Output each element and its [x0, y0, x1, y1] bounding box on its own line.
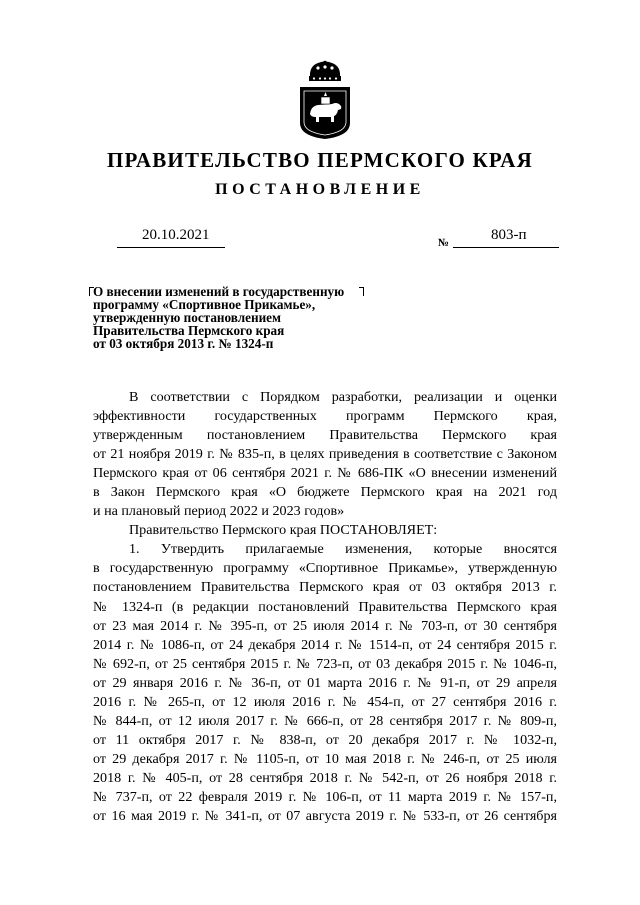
body-line: постановлением Правительства Пермского края от 03 октября 2013 г. [93, 579, 557, 596]
body-line: от 29 декабря 2017 г. № 1105-п, от 10 мая 2018 г. № 246-п, от 25 июля [93, 750, 557, 767]
date-underline [117, 247, 225, 248]
body-line: В соответствии с Порядком разработки, реализации и оценки [129, 389, 557, 405]
body-line: от 29 января 2016 г. № 36-п, от 01 марта 2016 г. № 91-п, от 29 апреля [93, 674, 557, 691]
body-line: в государственную программу «Спортивное Прикамье», утвержденную [93, 560, 557, 577]
coat-of-arms-icon [296, 60, 354, 140]
government-title: ПРАВИТЕЛЬСТВО ПЕРМСКОГО КРАЯ [106, 148, 533, 172]
subject-line: О внесении изменений в государственную [93, 284, 345, 299]
document-date: 20.10.2021 [142, 227, 210, 243]
body-line: 2016 г. № 265-п, от 12 июля 2016 г. № 454-п, от 27 сентября 2016 г. [93, 693, 557, 710]
body-line: 1. Утвердить прилагаемые изменения, которые вносятся [129, 541, 557, 558]
body-line: № 692-п, от 25 сентября 2015 г. № 723-п, от 03 декабря 2015 г. № 1046-п, [93, 655, 557, 672]
subject-line: от 03 октября 2013 г. № 1324-п [93, 336, 274, 351]
subject-corner-right [359, 287, 364, 296]
document-subject [93, 285, 344, 350]
subject-line: программу «Спортивное Прикамье», [93, 297, 316, 312]
document-body [93, 388, 557, 826]
body-line: от 21 ноября 2019 г. № 835-п, в целях приведения в соответствие с Законом [93, 446, 557, 463]
subject-line: Правительства Пермского края [93, 323, 285, 338]
body-line: № 737-п, от 22 февраля 2019 г. № 106-п, от 11 марта 2019 г. № 157-п, [93, 788, 557, 805]
body-line: № 1324-п (в редакции постановлений Правительства Пермского края [93, 598, 557, 615]
body-line: и на плановый период 2022 и 2023 годов» [93, 503, 345, 520]
subject-line: утвержденную постановлением [93, 310, 282, 325]
body-line: № 844-п, от 12 июля 2017 г. № 666-п, от 28 сентября 2017 г. № 809-п, [93, 712, 557, 729]
document-type: ПОСТАНОВЛЕНИЕ [215, 181, 425, 198]
body-line: Правительство Пермского края ПОСТАНОВЛЯЕТ: [129, 522, 438, 539]
body-line: утвержденным постановлением Правительства Пермского края [93, 427, 557, 444]
body-line: от 11 октября 2017 г. № 838-п, от 20 декабря 2017 г. № 1032-п, [93, 731, 557, 748]
body-line: 2014 г. № 1086-п, от 24 декабря 2014 г. № 1514-п, от 24 сентября 2015 г. [93, 636, 557, 653]
body-line: от 23 мая 2014 г. № 395-п, от 25 июля 2014 г. № 703-п, от 30 сентября [93, 617, 557, 634]
body-line: эффективности государственных программ Пермского края, [93, 408, 557, 425]
body-line: в Закон Пермского края «О бюджете Пермского края на 2021 год [93, 484, 557, 501]
number-sign: № [438, 237, 450, 249]
body-line: от 16 мая 2019 г. № 341-п, от 07 августа 2019 г. № 533-п, от 26 сентября [93, 808, 557, 825]
body-line: 2018 г. № 405-п, от 28 сентября 2018 г. № 542-п, от 26 ноября 2018 г. [93, 769, 557, 786]
number-underline [453, 247, 559, 248]
document-number: 803-п [491, 227, 527, 243]
body-line: Пермского края от 06 сентября 2021 г. № 686-ПК «О внесении изменений [93, 465, 557, 482]
